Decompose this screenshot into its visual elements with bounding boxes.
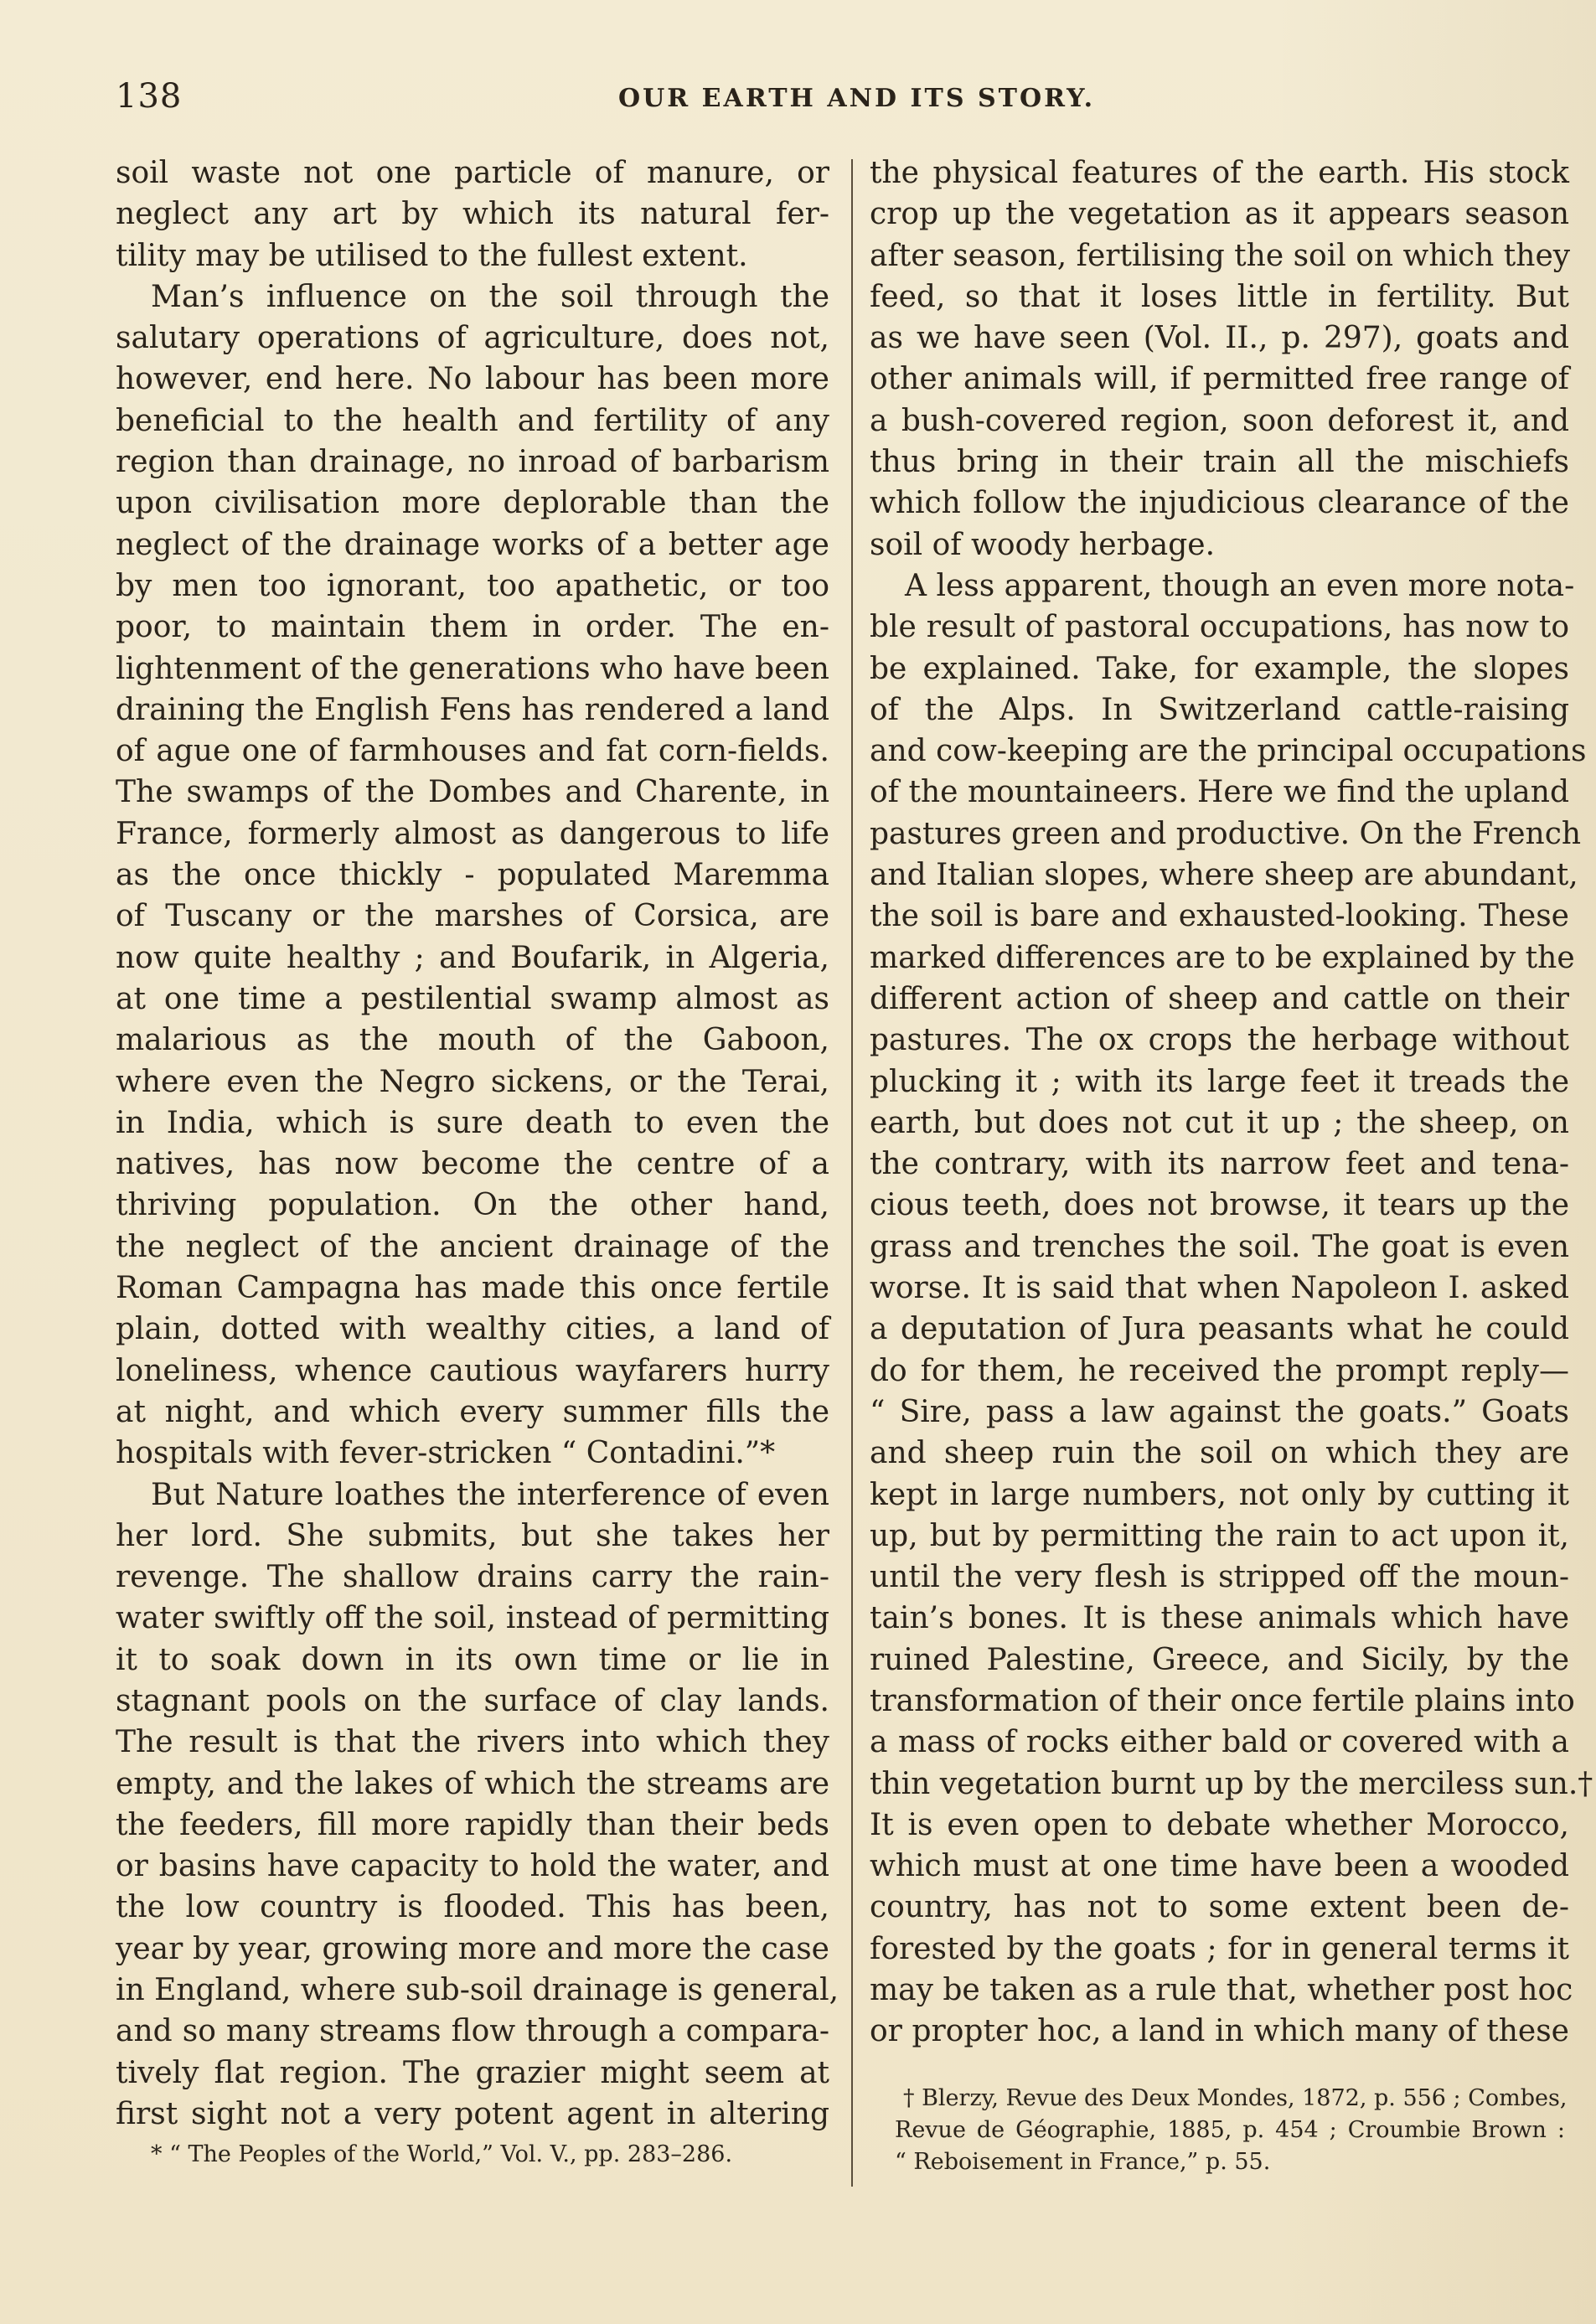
- text-line: water swiftly off the soil, instead of permitting: [116, 1601, 829, 1636]
- text-line: poor, to maintain them in order. The en-: [116, 610, 829, 645]
- left-column: [116, 152, 839, 2135]
- text-line: the physical features of the earth. His stock: [870, 156, 1569, 190]
- text-line: after season, fertilising the soil on which they: [870, 238, 1571, 273]
- text-line: malarious as the mouth of the Gaboon,: [116, 1023, 829, 1058]
- text-line: the low country is flooded. This has been,: [116, 1890, 829, 1925]
- text-line: a deputation of Jura peasants what he could: [870, 1312, 1569, 1347]
- text-line: lightenment of the generations who have been: [116, 651, 829, 686]
- text-line: tively flat region. The grazier might seem at: [116, 2055, 829, 2090]
- text-line: and sheep ruin the soil on which they are: [870, 1436, 1569, 1471]
- text-line: empty, and the lakes of which the streams are: [116, 1766, 829, 1801]
- text-line: beneficial to the health and fertility of any: [116, 403, 829, 438]
- text-line: ruined Palestine, Greece, and Sicily, by the: [870, 1642, 1569, 1677]
- text-line: loneliness, whence cautious wayfarers hurry: [116, 1353, 829, 1388]
- text-line: as we have seen (Vol. II., p. 297), goats and: [870, 321, 1569, 356]
- text-line: The result is that the rivers into which they: [116, 1725, 829, 1760]
- text-line: But Nature loathes the interference of even: [151, 1477, 829, 1512]
- text-line: the contrary, with its narrow feet and tena-: [870, 1147, 1569, 1182]
- text-line: tain’s bones. It is these animals which have: [870, 1601, 1569, 1636]
- footnote-line: † Blerzy, Revue des Deux Mondes, 1872, p. 556 ; Combes,: [903, 2085, 1568, 2111]
- text-line: at one time a pestilential swamp almost as: [116, 981, 829, 1016]
- text-line: Roman Campagna has made this once fertile: [116, 1271, 829, 1306]
- running-title: OUR EARTH AND ITS STORY.: [618, 84, 1096, 113]
- text-line: her lord. She submits, but she takes her: [116, 1518, 829, 1553]
- text-line: neglect of the drainage works of a better age: [116, 527, 829, 562]
- text-line: natives, has now become the centre of a: [116, 1147, 829, 1182]
- text-line: plucking it ; with its large feet it treads the: [870, 1064, 1569, 1099]
- text-line: may be taken as a rule that, whether post hoc: [870, 1973, 1573, 2008]
- text-line: in India, which is sure death to even the: [116, 1105, 829, 1140]
- text-line: or basins have capacity to hold the water, and: [116, 1849, 829, 1884]
- text-line: of the Alps. In Switzerland cattle-raising: [870, 692, 1569, 727]
- text-line: neglect any art by which its natural fer-: [116, 197, 829, 232]
- text-line: upon civilisation more deplorable than the: [116, 486, 829, 521]
- text-line: other animals will, if permitted free range of: [870, 362, 1569, 397]
- text-line: cious teeth, does not browse, it tears up the: [870, 1188, 1569, 1223]
- footnote-line: “ Reboisement in France,” p. 55.: [895, 2149, 1271, 2175]
- text-line: crop up the vegetation as it appears season: [870, 197, 1569, 232]
- text-line: earth, but does not cut it up ; the sheep, on: [870, 1105, 1569, 1140]
- text-line: a bush-covered region, soon deforest it, and: [870, 403, 1569, 438]
- text-line: revenge. The shallow drains carry the rain-: [116, 1560, 829, 1595]
- text-line: now quite healthy ; and Boufarik, in Algeria,: [116, 940, 829, 975]
- page-number: 138: [116, 77, 183, 116]
- text-line: which must at one time have been a wooded: [870, 1849, 1569, 1884]
- text-line: stagnant pools on the surface of clay lands.: [116, 1683, 829, 1718]
- text-line: up, but by permitting the rain to act upon it,: [870, 1518, 1569, 1553]
- text-line: plain, dotted with wealthy cities, a land of: [116, 1312, 829, 1347]
- text-line: thriving population. On the other hand,: [116, 1188, 829, 1223]
- text-line: year by year, growing more and more the case: [116, 1931, 829, 1966]
- text-line: soil of woody herbage.: [870, 527, 1216, 562]
- page-header: [116, 77, 1590, 127]
- text-line: hospitals with fever-stricken “ Contadini.”*: [116, 1436, 776, 1471]
- text-line: feed, so that it loses little in fertility. But: [870, 279, 1569, 314]
- footnote-right: [895, 2083, 1568, 2178]
- right-column: [870, 152, 1593, 2053]
- text-line: and cow-keeping are the principal occupations: [870, 734, 1587, 769]
- footnote-left: * “ The Peoples of the World,” Vol. V., pp. 283–286.: [151, 2141, 733, 2167]
- text-line: the neglect of the ancient drainage of the: [116, 1229, 829, 1264]
- text-line: at night, and which every summer fills the: [116, 1394, 829, 1429]
- text-line: where even the Negro sickens, or the Terai,: [116, 1064, 829, 1099]
- text-line: by men too ignorant, too apathetic, or too: [116, 568, 829, 603]
- text-line: it to soak down in its own time or lie in: [116, 1642, 829, 1677]
- text-line: region than drainage, no inroad of barbarism: [116, 445, 829, 480]
- text-line: of Tuscany or the marshes of Corsica, are: [116, 899, 829, 934]
- text-line: of ague one of farmhouses and fat corn-fields.: [116, 734, 829, 769]
- text-line: pastures green and productive. On the French: [870, 816, 1582, 851]
- text-line: first sight not a very potent agent in altering: [116, 2096, 829, 2131]
- text-line: until the very flesh is stripped off the moun-: [870, 1560, 1569, 1595]
- text-line: grass and trenches the soil. The goat is even: [870, 1229, 1569, 1264]
- text-line: soil waste not one particle of manure, or: [116, 156, 829, 190]
- text-line: the feeders, fill more rapidly than their beds: [116, 1807, 829, 1842]
- text-line: worse. It is said that when Napoleon I. asked: [870, 1271, 1569, 1306]
- text-line: forested by the goats ; for in general terms it: [870, 1931, 1569, 1966]
- text-line: be explained. Take, for example, the slopes: [870, 651, 1569, 686]
- text-line: tility may be utilised to the fullest extent.: [116, 238, 748, 273]
- text-line: thus bring in their train all the mischiefs: [870, 445, 1569, 480]
- text-line: in England, where sub-soil drainage is general,: [116, 1973, 839, 2008]
- text-line: or propter hoc, a land in which many of these: [870, 2014, 1569, 2049]
- text-line: Man’s influence on the soil through the: [151, 279, 829, 314]
- text-line: which follow the injudicious clearance of the: [870, 486, 1569, 521]
- text-line: kept in large numbers, not only by cutting it: [870, 1477, 1569, 1512]
- text-line: and so many streams flow through a compara-: [116, 2014, 829, 2049]
- text-line: of the mountaineers. Here we find the upland: [870, 775, 1569, 810]
- text-line: pastures. The ox crops the herbage without: [870, 1023, 1569, 1058]
- text-line: country, has not to some extent been de-: [870, 1890, 1569, 1925]
- text-line: and Italian slopes, where sheep are abundant,: [870, 858, 1578, 893]
- text-line: ble result of pastoral occupations, has now to: [870, 610, 1569, 645]
- text-line: different action of sheep and cattle on their: [870, 981, 1569, 1016]
- column-divider: [851, 159, 853, 2187]
- footnote-line: Revue de Géographie, 1885, p. 454 ; Croumbie Brown :: [895, 2117, 1565, 2143]
- text-line: do for them, he received the prompt reply—: [870, 1353, 1569, 1388]
- text-line: transformation of their once fertile plains into: [870, 1683, 1575, 1718]
- text-line: France, formerly almost as dangerous to life: [116, 816, 829, 851]
- text-line: however, end here. No labour has been more: [116, 362, 829, 397]
- text-line: the soil is bare and exhausted-looking. These: [870, 899, 1569, 934]
- text-line: It is even open to debate whether Morocco,: [870, 1807, 1569, 1842]
- text-line: A less apparent, though an even more nota-: [905, 568, 1575, 603]
- text-line: as the once thickly - populated Maremma: [116, 858, 829, 893]
- text-line: The swamps of the Dombes and Charente, in: [116, 775, 829, 810]
- text-line: salutary operations of agriculture, does not,: [116, 321, 829, 356]
- text-line: thin vegetation burnt up by the merciless sun.†: [870, 1766, 1593, 1801]
- text-line: a mass of rocks either bald or covered with a: [870, 1725, 1569, 1760]
- text-line: “ Sire, pass a law against the goats.” Goats: [870, 1394, 1569, 1429]
- text-line: draining the English Fens has rendered a land: [116, 692, 829, 727]
- text-line: marked differences are to be explained by the: [870, 940, 1575, 975]
